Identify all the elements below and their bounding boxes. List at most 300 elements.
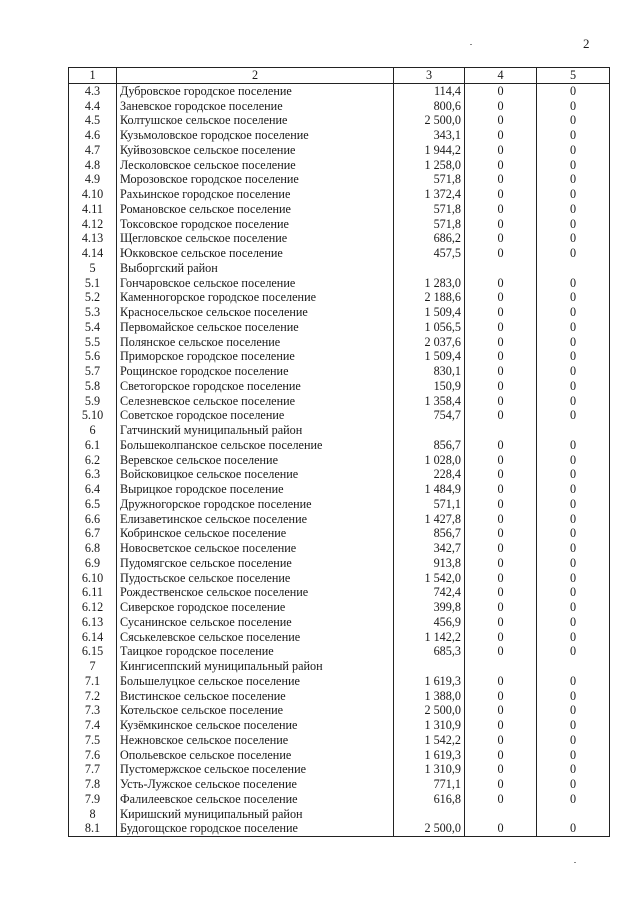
table-row xyxy=(69,83,610,98)
column-4-cell: 0 xyxy=(465,217,537,232)
row-number-cell: 6.5 xyxy=(69,497,117,512)
column-5-cell: 0 xyxy=(537,364,610,379)
column-5-cell: 0 xyxy=(537,703,610,718)
row-number-cell: 6.6 xyxy=(69,512,117,527)
amount-cell: 754,7 xyxy=(394,408,465,423)
settlement-name-cell: Вырицкое городское поселение xyxy=(117,482,394,497)
table-row xyxy=(69,305,610,320)
settlement-name-cell: Котельское сельское поселение xyxy=(117,703,394,718)
column-4-cell: 0 xyxy=(465,128,537,143)
amount-cell: 571,1 xyxy=(394,497,465,512)
table-row xyxy=(69,261,610,276)
settlement-name-cell: Первомайское сельское поселение xyxy=(117,320,394,335)
amount-cell: 1 619,3 xyxy=(394,748,465,763)
row-number-cell: 6.2 xyxy=(69,453,117,468)
column-5-cell: 0 xyxy=(537,556,610,571)
column-5-cell: 0 xyxy=(537,246,610,261)
amount-cell: 800,6 xyxy=(394,99,465,114)
table-row xyxy=(69,364,610,379)
row-number-cell: 4.5 xyxy=(69,113,117,128)
row-number-cell: 6.15 xyxy=(69,644,117,659)
row-number-cell: 4.11 xyxy=(69,202,117,217)
column-5-cell: 0 xyxy=(537,438,610,453)
column-4-cell: 0 xyxy=(465,777,537,792)
settlement-name-cell: Колтушское сельское поселение xyxy=(117,113,394,128)
settlement-name-cell: Рощинское городское поселение xyxy=(117,364,394,379)
settlement-name-cell: Елизаветинское сельское поселение xyxy=(117,512,394,527)
amount-cell: 342,7 xyxy=(394,541,465,556)
table-row xyxy=(69,585,610,600)
row-number-cell: 5.9 xyxy=(69,394,117,409)
table-row xyxy=(69,512,610,527)
amount-cell: 1 542,0 xyxy=(394,571,465,586)
amount-cell: 399,8 xyxy=(394,600,465,615)
row-number-cell: 4.3 xyxy=(69,83,117,98)
amount-cell: 1 509,4 xyxy=(394,349,465,364)
amount-cell: 1 056,5 xyxy=(394,320,465,335)
table-row xyxy=(69,231,610,246)
row-number-cell: 7.7 xyxy=(69,762,117,777)
column-4-cell: 0 xyxy=(465,600,537,615)
column-5-cell xyxy=(537,423,610,438)
amount-cell: 1 372,4 xyxy=(394,187,465,202)
row-number-cell: 7.9 xyxy=(69,792,117,807)
row-number-cell: 7 xyxy=(69,659,117,674)
row-number-cell: 5.3 xyxy=(69,305,117,320)
table-row xyxy=(69,792,610,807)
column-5-cell: 0 xyxy=(537,394,610,409)
table-row xyxy=(69,644,610,659)
column-4-cell: 0 xyxy=(465,335,537,350)
column-5-cell: 0 xyxy=(537,217,610,232)
settlement-name-cell: Новосветское сельское поселение xyxy=(117,541,394,556)
table-row xyxy=(69,394,610,409)
row-number-cell: 4.14 xyxy=(69,246,117,261)
settlement-name-cell: Дружногорское городское поселение xyxy=(117,497,394,512)
column-5-cell: 0 xyxy=(537,113,610,128)
settlement-name-cell: Войсковицкое сельское поселение xyxy=(117,467,394,482)
settlement-name-cell: Пудостьское сельское поселение xyxy=(117,571,394,586)
column-4-cell: 0 xyxy=(465,615,537,630)
column-5-cell xyxy=(537,807,610,822)
row-number-cell: 5.10 xyxy=(69,408,117,423)
column-5-cell: 0 xyxy=(537,276,610,291)
column-4-cell: 0 xyxy=(465,630,537,645)
table-row xyxy=(69,128,610,143)
column-4-cell: 0 xyxy=(465,467,537,482)
table-row xyxy=(69,349,610,364)
table-row xyxy=(69,659,610,674)
row-number-cell: 5.2 xyxy=(69,290,117,305)
settlement-name-cell: Светогорское городское поселение xyxy=(117,379,394,394)
settlement-name-cell: Кобринское сельское поселение xyxy=(117,526,394,541)
column-4-cell: 0 xyxy=(465,674,537,689)
amount-cell: 856,7 xyxy=(394,438,465,453)
row-number-cell: 5.7 xyxy=(69,364,117,379)
column-4-cell: 0 xyxy=(465,748,537,763)
settlement-name-cell: Каменногорское городское поселение xyxy=(117,290,394,305)
column-4-cell: 0 xyxy=(465,83,537,98)
column-4-cell: 0 xyxy=(465,364,537,379)
table-row xyxy=(69,158,610,173)
column-5-cell: 0 xyxy=(537,231,610,246)
column-4-cell: 0 xyxy=(465,143,537,158)
table-row xyxy=(69,718,610,733)
column-4-cell: 0 xyxy=(465,172,537,187)
column-4-cell: 0 xyxy=(465,541,537,556)
column-4-cell: 0 xyxy=(465,379,537,394)
settlement-name-cell: Красносельское сельское поселение xyxy=(117,305,394,320)
settlement-name-cell: Селезневское сельское поселение xyxy=(117,394,394,409)
amount-cell: 1 484,9 xyxy=(394,482,465,497)
table-row xyxy=(69,113,610,128)
amount-cell: 228,4 xyxy=(394,467,465,482)
column-5-cell: 0 xyxy=(537,497,610,512)
column-5-cell: 0 xyxy=(537,541,610,556)
settlement-name-cell: Опольевское сельское поселение xyxy=(117,748,394,763)
table-row xyxy=(69,290,610,305)
column-5-cell: 0 xyxy=(537,349,610,364)
settlement-name-cell: Лесколовское сельское поселение xyxy=(117,158,394,173)
table-row xyxy=(69,526,610,541)
amount-cell: 1 142,2 xyxy=(394,630,465,645)
table-row xyxy=(69,762,610,777)
table-row xyxy=(69,408,610,423)
row-number-cell: 4.4 xyxy=(69,99,117,114)
row-number-cell: 5.1 xyxy=(69,276,117,291)
table-row xyxy=(69,423,610,438)
settlement-name-cell: Рождественское сельское поселение xyxy=(117,585,394,600)
column-5-cell: 0 xyxy=(537,202,610,217)
amount-cell: 456,9 xyxy=(394,615,465,630)
settlement-name-cell: Гончаровское сельское поселение xyxy=(117,276,394,291)
column-4-cell: 0 xyxy=(465,703,537,718)
header-row xyxy=(69,68,610,84)
column-5-cell: 0 xyxy=(537,792,610,807)
column-5-cell: 0 xyxy=(537,585,610,600)
allocation-table xyxy=(68,67,610,837)
row-number-cell: 6.13 xyxy=(69,615,117,630)
amount-cell xyxy=(394,423,465,438)
amount-cell: 1 310,9 xyxy=(394,762,465,777)
amount-cell: 1 619,3 xyxy=(394,674,465,689)
header-cell-col3: 3 xyxy=(394,68,465,84)
page-number: 2 xyxy=(583,36,590,51)
table-row xyxy=(69,571,610,586)
column-4-cell: 0 xyxy=(465,453,537,468)
settlement-name-cell: Щегловское сельское поселение xyxy=(117,231,394,246)
row-number-cell: 4.7 xyxy=(69,143,117,158)
row-number-cell: 4.6 xyxy=(69,128,117,143)
settlement-name-cell: Пудомягское сельское поселение xyxy=(117,556,394,571)
amount-cell: 150,9 xyxy=(394,379,465,394)
column-4-cell: 0 xyxy=(465,718,537,733)
settlement-name-cell: Романовское сельское поселение xyxy=(117,202,394,217)
column-4-cell: 0 xyxy=(465,113,537,128)
column-5-cell: 0 xyxy=(537,305,610,320)
scan-speck xyxy=(470,44,472,45)
table-row xyxy=(69,453,610,468)
table-row xyxy=(69,217,610,232)
row-number-cell: 4.13 xyxy=(69,231,117,246)
column-4-cell: 0 xyxy=(465,526,537,541)
column-4-cell: 0 xyxy=(465,408,537,423)
settlement-name-cell: Куйвозовское сельское поселение xyxy=(117,143,394,158)
amount-cell: 2 037,6 xyxy=(394,335,465,350)
amount-cell: 1 542,2 xyxy=(394,733,465,748)
column-4-cell: 0 xyxy=(465,556,537,571)
row-number-cell: 6.3 xyxy=(69,467,117,482)
column-4-cell: 0 xyxy=(465,99,537,114)
column-4-cell: 0 xyxy=(465,290,537,305)
column-5-cell: 0 xyxy=(537,158,610,173)
row-number-cell: 4.10 xyxy=(69,187,117,202)
column-4-cell: 0 xyxy=(465,394,537,409)
scan-speck xyxy=(574,862,576,863)
table-row xyxy=(69,807,610,822)
row-number-cell: 5.8 xyxy=(69,379,117,394)
row-number-cell: 7.4 xyxy=(69,718,117,733)
amount-cell: 1 310,9 xyxy=(394,718,465,733)
column-5-cell: 0 xyxy=(537,128,610,143)
table-row xyxy=(69,600,610,615)
table-row xyxy=(69,335,610,350)
column-5-cell: 0 xyxy=(537,453,610,468)
column-4-cell xyxy=(465,807,537,822)
table-row xyxy=(69,467,610,482)
column-4-cell: 0 xyxy=(465,792,537,807)
column-5-cell: 0 xyxy=(537,99,610,114)
column-5-cell: 0 xyxy=(537,290,610,305)
amount-cell: 114,4 xyxy=(394,83,465,98)
column-4-cell: 0 xyxy=(465,438,537,453)
row-number-cell: 6.7 xyxy=(69,526,117,541)
row-number-cell: 6.14 xyxy=(69,630,117,645)
amount-cell: 1 028,0 xyxy=(394,453,465,468)
amount-cell: 1 283,0 xyxy=(394,276,465,291)
column-4-cell: 0 xyxy=(465,689,537,704)
table-row xyxy=(69,630,610,645)
table-row xyxy=(69,541,610,556)
amount-cell: 457,5 xyxy=(394,246,465,261)
table-row xyxy=(69,733,610,748)
column-5-cell: 0 xyxy=(537,630,610,645)
header-cell-col2: 2 xyxy=(117,68,394,84)
column-4-cell: 0 xyxy=(465,349,537,364)
settlement-name-cell: Нежновское сельское поселение xyxy=(117,733,394,748)
column-5-cell: 0 xyxy=(537,748,610,763)
column-4-cell: 0 xyxy=(465,762,537,777)
settlement-name-cell: Большелуцкое сельское поселение xyxy=(117,674,394,689)
settlement-name-cell: Кингисеппский муниципальный район xyxy=(117,659,394,674)
column-5-cell xyxy=(537,261,610,276)
column-5-cell: 0 xyxy=(537,733,610,748)
table-row xyxy=(69,143,610,158)
table-row xyxy=(69,777,610,792)
amount-cell: 856,7 xyxy=(394,526,465,541)
amount-cell: 571,8 xyxy=(394,202,465,217)
column-4-cell: 0 xyxy=(465,158,537,173)
column-4-cell: 0 xyxy=(465,512,537,527)
column-5-cell: 0 xyxy=(537,83,610,98)
column-4-cell xyxy=(465,659,537,674)
settlement-name-cell: Рахьинское городское поселение xyxy=(117,187,394,202)
settlement-name-cell: Сиверское городское поселение xyxy=(117,600,394,615)
column-5-cell: 0 xyxy=(537,674,610,689)
settlement-name-cell: Морозовское городское поселение xyxy=(117,172,394,187)
table-row xyxy=(69,202,610,217)
amount-cell: 1 258,0 xyxy=(394,158,465,173)
settlement-name-cell: Полянское сельское поселение xyxy=(117,335,394,350)
column-5-cell: 0 xyxy=(537,379,610,394)
amount-cell xyxy=(394,261,465,276)
settlement-name-cell: Киришский муниципальный район xyxy=(117,807,394,822)
row-number-cell: 7.5 xyxy=(69,733,117,748)
column-4-cell: 0 xyxy=(465,231,537,246)
column-4-cell: 0 xyxy=(465,821,537,836)
table-header xyxy=(69,68,610,84)
row-number-cell: 6.1 xyxy=(69,438,117,453)
row-number-cell: 6.9 xyxy=(69,556,117,571)
column-5-cell xyxy=(537,659,610,674)
column-5-cell: 0 xyxy=(537,600,610,615)
column-5-cell: 0 xyxy=(537,143,610,158)
amount-cell: 571,8 xyxy=(394,172,465,187)
amount-cell xyxy=(394,807,465,822)
table-row xyxy=(69,556,610,571)
amount-cell: 2 500,0 xyxy=(394,703,465,718)
amount-cell: 913,8 xyxy=(394,556,465,571)
table-row xyxy=(69,689,610,704)
row-number-cell: 5 xyxy=(69,261,117,276)
column-4-cell: 0 xyxy=(465,497,537,512)
settlement-name-cell: Таицкое городское поселение xyxy=(117,644,394,659)
table-row xyxy=(69,320,610,335)
amount-cell: 1 388,0 xyxy=(394,689,465,704)
settlement-name-cell: Заневское городское поселение xyxy=(117,99,394,114)
column-4-cell: 0 xyxy=(465,571,537,586)
column-4-cell: 0 xyxy=(465,246,537,261)
settlement-name-cell: Вистинское сельское поселение xyxy=(117,689,394,704)
table-row xyxy=(69,276,610,291)
header-cell-col5: 5 xyxy=(537,68,610,84)
table-body xyxy=(69,83,610,836)
row-number-cell: 6.12 xyxy=(69,600,117,615)
column-5-cell: 0 xyxy=(537,762,610,777)
amount-cell: 1 509,4 xyxy=(394,305,465,320)
settlement-name-cell: Фалилеевское сельское поселение xyxy=(117,792,394,807)
column-4-cell xyxy=(465,261,537,276)
settlement-name-cell: Большеколпанское сельское поселение xyxy=(117,438,394,453)
column-4-cell: 0 xyxy=(465,276,537,291)
settlement-name-cell: Приморское городское поселение xyxy=(117,349,394,364)
amount-cell: 685,3 xyxy=(394,644,465,659)
column-4-cell: 0 xyxy=(465,644,537,659)
column-5-cell: 0 xyxy=(537,777,610,792)
amount-cell: 742,4 xyxy=(394,585,465,600)
amount-cell: 830,1 xyxy=(394,364,465,379)
row-number-cell: 8 xyxy=(69,807,117,822)
row-number-cell: 7.2 xyxy=(69,689,117,704)
row-number-cell: 4.8 xyxy=(69,158,117,173)
row-number-cell: 6.10 xyxy=(69,571,117,586)
table-row xyxy=(69,99,610,114)
column-4-cell: 0 xyxy=(465,187,537,202)
header-cell-col1: 1 xyxy=(69,68,117,84)
column-5-cell: 0 xyxy=(537,320,610,335)
table-row xyxy=(69,497,610,512)
settlement-name-cell: Усть-Лужское сельское поселение xyxy=(117,777,394,792)
row-number-cell: 7.1 xyxy=(69,674,117,689)
row-number-cell: 6.4 xyxy=(69,482,117,497)
settlement-name-cell: Кузёмкинское сельское поселение xyxy=(117,718,394,733)
column-5-cell: 0 xyxy=(537,482,610,497)
column-5-cell: 0 xyxy=(537,408,610,423)
settlement-name-cell: Кузьмоловское городское поселение xyxy=(117,128,394,143)
amount-cell: 2 500,0 xyxy=(394,113,465,128)
amount-cell: 571,8 xyxy=(394,217,465,232)
table-row xyxy=(69,172,610,187)
row-number-cell: 8.1 xyxy=(69,821,117,836)
column-5-cell: 0 xyxy=(537,172,610,187)
column-5-cell: 0 xyxy=(537,526,610,541)
column-5-cell: 0 xyxy=(537,512,610,527)
amount-cell: 2 500,0 xyxy=(394,821,465,836)
settlement-name-cell: Веревское сельское поселение xyxy=(117,453,394,468)
column-5-cell: 0 xyxy=(537,187,610,202)
column-4-cell: 0 xyxy=(465,202,537,217)
settlement-name-cell: Юкковское сельское поселение xyxy=(117,246,394,261)
column-5-cell: 0 xyxy=(537,571,610,586)
table-row xyxy=(69,379,610,394)
amount-cell: 343,1 xyxy=(394,128,465,143)
table-row xyxy=(69,748,610,763)
settlement-name-cell: Дубровское городское поселение xyxy=(117,83,394,98)
column-5-cell: 0 xyxy=(537,615,610,630)
settlement-name-cell: Выборгский район xyxy=(117,261,394,276)
column-5-cell: 0 xyxy=(537,821,610,836)
row-number-cell: 5.6 xyxy=(69,349,117,364)
amount-cell: 686,2 xyxy=(394,231,465,246)
row-number-cell: 7.3 xyxy=(69,703,117,718)
column-4-cell xyxy=(465,423,537,438)
column-5-cell: 0 xyxy=(537,335,610,350)
amount-cell: 1 427,8 xyxy=(394,512,465,527)
row-number-cell: 4.12 xyxy=(69,217,117,232)
row-number-cell: 7.8 xyxy=(69,777,117,792)
amount-cell: 2 188,6 xyxy=(394,290,465,305)
row-number-cell: 6.8 xyxy=(69,541,117,556)
table-row xyxy=(69,187,610,202)
settlement-name-cell: Токсовское городское поселение xyxy=(117,217,394,232)
table-row xyxy=(69,438,610,453)
amount-cell: 1 944,2 xyxy=(394,143,465,158)
table-row xyxy=(69,246,610,261)
row-number-cell: 5.5 xyxy=(69,335,117,350)
settlement-name-cell: Советское городское поселение xyxy=(117,408,394,423)
amount-cell: 616,8 xyxy=(394,792,465,807)
settlement-name-cell: Пустомержское сельское поселение xyxy=(117,762,394,777)
amount-cell xyxy=(394,659,465,674)
table-row xyxy=(69,482,610,497)
column-5-cell: 0 xyxy=(537,644,610,659)
settlement-name-cell: Гатчинский муниципальный район xyxy=(117,423,394,438)
settlement-name-cell: Будогощское городское поселение xyxy=(117,821,394,836)
row-number-cell: 5.4 xyxy=(69,320,117,335)
column-5-cell: 0 xyxy=(537,718,610,733)
amount-cell: 771,1 xyxy=(394,777,465,792)
table-row xyxy=(69,615,610,630)
